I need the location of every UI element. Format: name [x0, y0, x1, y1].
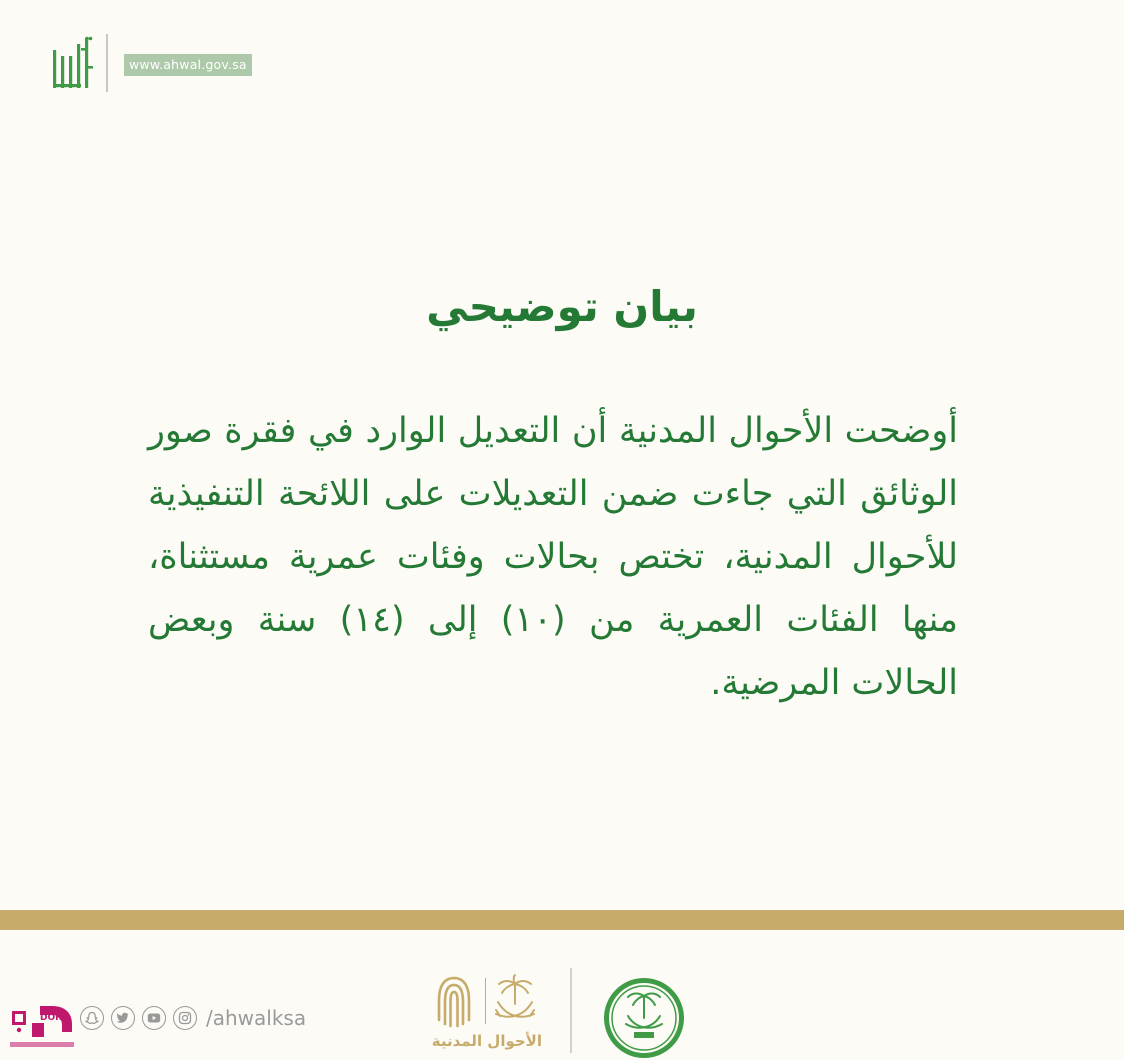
snapchat-icon[interactable] — [80, 1006, 104, 1030]
footer — [0, 930, 1124, 1053]
watermark-text: DORA — [40, 1013, 70, 1023]
agency-name: الأحوال المدنية — [431, 1032, 542, 1050]
youtube-icon[interactable] — [142, 1006, 166, 1030]
twitter-icon[interactable] — [111, 1006, 135, 1030]
palm-swords-icon — [490, 972, 540, 1030]
ministry-emblem-icon — [602, 976, 686, 1060]
footer-gold-band — [0, 910, 1124, 930]
instagram-icon[interactable] — [173, 1006, 197, 1030]
footer-divider — [570, 968, 572, 1053]
website-badge: www.ahwal.gov.sa — [124, 54, 252, 76]
absher-logo — [52, 36, 94, 92]
page-title: بيان توضيحي — [426, 282, 698, 331]
header-divider — [106, 34, 108, 92]
statement-body: أوضحت الأحوال المدنية أن التعديل الوارد في فقرة صور الوثائق التي جاءت ضمن التعديلات على اللائحة التنفيذية للأحوال المدنية، تختص بحالات وفئات عمرية مستثناة، منها الفئات العمرية من (١٠) إلى (١٤) سنة وبعض الحالات المرضية. — [148, 411, 958, 703]
social-handle[interactable]: /ahwalksa — [206, 1006, 307, 1030]
logo-separator — [485, 978, 486, 1024]
fingerprint-icon — [434, 972, 474, 1032]
social-links — [80, 1004, 306, 1032]
